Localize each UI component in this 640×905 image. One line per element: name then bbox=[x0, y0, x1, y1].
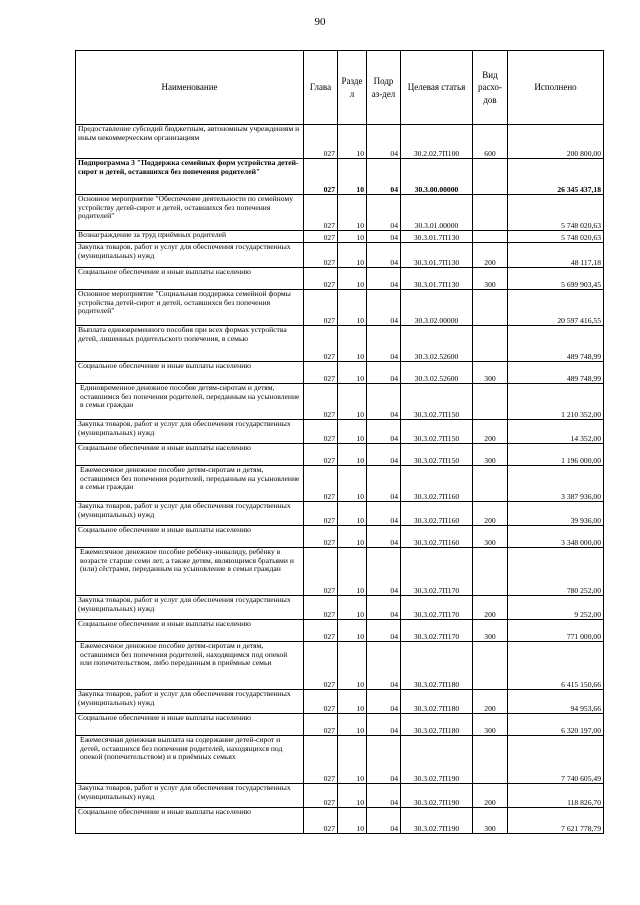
row-podrazdel: 04 bbox=[367, 444, 401, 466]
row-podrazdel: 04 bbox=[367, 642, 401, 690]
row-razdel: 10 bbox=[338, 784, 367, 808]
row-target: 30.3.02.7П180 bbox=[401, 642, 473, 690]
header-glava: Глава bbox=[304, 51, 338, 125]
row-target: 30.3.02.7П180 bbox=[401, 690, 473, 714]
row-vid bbox=[473, 195, 508, 231]
row-vid bbox=[473, 384, 508, 420]
row-amount: 94 953,66 bbox=[508, 690, 604, 714]
row-name: Ежемесячное денежное пособие детям-сиротам и детям, оставшимся без попечения родителей, находящимся под опекой или попечительством, либо переданным в приёмные семьи bbox=[76, 642, 304, 690]
row-glava: 027 bbox=[304, 290, 338, 326]
row-razdel: 10 bbox=[338, 326, 367, 362]
row-amount: 1 196 000,00 bbox=[508, 444, 604, 466]
row-name: Закупка товаров, работ и услуг для обеспечения государственных (муниципальных) нужд bbox=[76, 502, 304, 526]
row-amount: 20 597 416,55 bbox=[508, 290, 604, 326]
table-row bbox=[76, 159, 604, 195]
row-target: 30.3.02.7П180 bbox=[401, 714, 473, 736]
row-podrazdel: 04 bbox=[367, 326, 401, 362]
row-vid bbox=[473, 231, 508, 243]
row-name: Ежемесячная денежная выплата на содержание детей-сирот и детей, оставшихся без попечения родителей, находящихся под опекой (попечительством) и в приёмных семьях bbox=[76, 736, 304, 784]
row-vid: 300 bbox=[473, 808, 508, 834]
row-vid bbox=[473, 642, 508, 690]
table-row bbox=[76, 444, 604, 466]
row-vid: 300 bbox=[473, 362, 508, 384]
row-target: 30.3.02.52600 bbox=[401, 362, 473, 384]
header-razdel: Разде л bbox=[338, 51, 367, 125]
table-row bbox=[76, 642, 604, 690]
row-amount: 771 000,00 bbox=[508, 620, 604, 642]
row-vid: 200 bbox=[473, 502, 508, 526]
row-glava: 027 bbox=[304, 125, 338, 159]
row-amount: 5 699 903,45 bbox=[508, 268, 604, 290]
table-row bbox=[76, 195, 604, 231]
table-row bbox=[76, 268, 604, 290]
row-podrazdel: 04 bbox=[367, 231, 401, 243]
row-name: Социальное обеспечение и иные выплаты населению bbox=[76, 362, 304, 384]
table-row bbox=[76, 326, 604, 362]
row-amount: 6 415 150,66 bbox=[508, 642, 604, 690]
row-name: Ежемесячное денежное пособие ребёнку-инвалиду, ребёнку в возрасте старше семи лет, а также детям, являющимся братьями и (или) сёстрами, переданным на усыновление в семьи граждан bbox=[76, 548, 304, 596]
row-vid: 300 bbox=[473, 620, 508, 642]
row-name: Закупка товаров, работ и услуг для обеспечения государственных (муниципальных) нужд bbox=[76, 784, 304, 808]
row-razdel: 10 bbox=[338, 268, 367, 290]
row-podrazdel: 04 bbox=[367, 125, 401, 159]
header-executed: Исполнено bbox=[508, 51, 604, 125]
row-podrazdel: 04 bbox=[367, 808, 401, 834]
row-vid: 200 bbox=[473, 243, 508, 268]
row-glava: 027 bbox=[304, 195, 338, 231]
row-glava: 027 bbox=[304, 362, 338, 384]
row-razdel: 10 bbox=[338, 420, 367, 444]
row-vid: 600 bbox=[473, 125, 508, 159]
row-name: Основное мероприятие "Социальная поддержка семейной формы устройства детей-сирот и детей, оставшихся без попечения родителей" bbox=[76, 290, 304, 326]
table-row bbox=[76, 526, 604, 548]
row-podrazdel: 04 bbox=[367, 362, 401, 384]
row-glava: 027 bbox=[304, 690, 338, 714]
table-row bbox=[76, 784, 604, 808]
row-amount: 5 748 020,63 bbox=[508, 195, 604, 231]
row-podrazdel: 04 bbox=[367, 714, 401, 736]
table-row bbox=[76, 596, 604, 620]
row-podrazdel: 04 bbox=[367, 784, 401, 808]
row-vid: 300 bbox=[473, 268, 508, 290]
row-podrazdel: 04 bbox=[367, 290, 401, 326]
row-target: 30.3.02.7П190 bbox=[401, 784, 473, 808]
row-razdel: 10 bbox=[338, 195, 367, 231]
row-target: 30.3.02.52600 bbox=[401, 326, 473, 362]
table-row bbox=[76, 620, 604, 642]
table-row bbox=[76, 808, 604, 834]
row-glava: 027 bbox=[304, 243, 338, 268]
row-name: Ежемесячное денежное пособие детям-сиротам и детям, оставшимся без попечения родителей, переданным на усыновление в семьи граждан bbox=[76, 466, 304, 502]
row-name: Закупка товаров, работ и услуг для обеспечения государственных (муниципальных) нужд bbox=[76, 420, 304, 444]
row-razdel: 10 bbox=[338, 384, 367, 420]
row-amount: 48 117,18 bbox=[508, 243, 604, 268]
row-glava: 027 bbox=[304, 784, 338, 808]
row-vid bbox=[473, 326, 508, 362]
row-razdel: 10 bbox=[338, 125, 367, 159]
table-row bbox=[76, 243, 604, 268]
row-amount: 489 748,99 bbox=[508, 326, 604, 362]
row-vid: 200 bbox=[473, 784, 508, 808]
row-target: 30.3.02.00000 bbox=[401, 290, 473, 326]
row-glava: 027 bbox=[304, 231, 338, 243]
table-row bbox=[76, 231, 604, 243]
table-row bbox=[76, 736, 604, 784]
row-glava: 027 bbox=[304, 159, 338, 195]
row-name: Вознаграждение за труд приёмных родителей bbox=[76, 231, 304, 243]
row-vid bbox=[473, 290, 508, 326]
row-vid: 200 bbox=[473, 690, 508, 714]
row-target: 30.3.02.7П150 bbox=[401, 420, 473, 444]
row-razdel: 10 bbox=[338, 736, 367, 784]
row-amount: 14 352,00 bbox=[508, 420, 604, 444]
row-name: Социальное обеспечение и иные выплаты населению bbox=[76, 444, 304, 466]
row-target: 30.3.02.7П150 bbox=[401, 384, 473, 420]
row-glava: 027 bbox=[304, 420, 338, 444]
row-glava: 027 bbox=[304, 596, 338, 620]
row-name: Выплата единовременного пособия при всех формах устройства детей, лишенных родительского попечения, в семью bbox=[76, 326, 304, 362]
row-amount: 5 748 020,63 bbox=[508, 231, 604, 243]
row-vid bbox=[473, 159, 508, 195]
row-podrazdel: 04 bbox=[367, 159, 401, 195]
row-razdel: 10 bbox=[338, 444, 367, 466]
row-razdel: 10 bbox=[338, 243, 367, 268]
row-podrazdel: 04 bbox=[367, 526, 401, 548]
table-row bbox=[76, 714, 604, 736]
row-name: Социальное обеспечение и иные выплаты населению bbox=[76, 620, 304, 642]
row-name: Закупка товаров, работ и услуг для обеспечения государственных (муниципальных) нужд bbox=[76, 596, 304, 620]
row-podrazdel: 04 bbox=[367, 620, 401, 642]
row-vid: 300 bbox=[473, 714, 508, 736]
row-target: 30.3.02.7П190 bbox=[401, 808, 473, 834]
row-amount: 1 210 352,00 bbox=[508, 384, 604, 420]
row-name: Социальное обеспечение и иные выплаты населению bbox=[76, 268, 304, 290]
row-name: Социальное обеспечение и иные выплаты населению bbox=[76, 808, 304, 834]
table-row bbox=[76, 548, 604, 596]
row-razdel: 10 bbox=[338, 642, 367, 690]
row-amount: 39 936,00 bbox=[508, 502, 604, 526]
row-amount: 7 621 778,79 bbox=[508, 808, 604, 834]
header-row bbox=[76, 51, 604, 125]
row-glava: 027 bbox=[304, 384, 338, 420]
table-row bbox=[76, 290, 604, 326]
row-name: Закупка товаров, работ и услуг для обеспечения государственных (муниципальных) нужд bbox=[76, 243, 304, 268]
row-razdel: 10 bbox=[338, 290, 367, 326]
row-amount: 6 320 197,00 bbox=[508, 714, 604, 736]
row-amount: 200 800,00 bbox=[508, 125, 604, 159]
row-target: 30.3.01.00000 bbox=[401, 195, 473, 231]
row-amount: 26 345 437,18 bbox=[508, 159, 604, 195]
row-glava: 027 bbox=[304, 268, 338, 290]
row-glava: 027 bbox=[304, 714, 338, 736]
row-razdel: 10 bbox=[338, 714, 367, 736]
row-amount: 9 252,00 bbox=[508, 596, 604, 620]
row-name: Основное мероприятие "Обеспечение деятельности по семейному устройству детей-сирот и детей, оставшихся без попечения родителей" bbox=[76, 195, 304, 231]
row-target: 30.3.01.7П130 bbox=[401, 231, 473, 243]
row-target: 30.3.01.7П130 bbox=[401, 268, 473, 290]
row-name: Закупка товаров, работ и услуг для обеспечения государственных (муниципальных) нужд bbox=[76, 690, 304, 714]
row-glava: 027 bbox=[304, 466, 338, 502]
row-glava: 027 bbox=[304, 736, 338, 784]
row-target: 30.3.02.7П170 bbox=[401, 596, 473, 620]
row-vid: 200 bbox=[473, 596, 508, 620]
table-row bbox=[76, 420, 604, 444]
row-razdel: 10 bbox=[338, 466, 367, 502]
row-podrazdel: 04 bbox=[367, 420, 401, 444]
row-amount: 780 252,00 bbox=[508, 548, 604, 596]
row-razdel: 10 bbox=[338, 502, 367, 526]
row-target: 30.3.02.7П190 bbox=[401, 736, 473, 784]
row-podrazdel: 04 bbox=[367, 548, 401, 596]
row-podrazdel: 04 bbox=[367, 736, 401, 784]
row-podrazdel: 04 bbox=[367, 502, 401, 526]
row-amount: 118 826,70 bbox=[508, 784, 604, 808]
row-vid bbox=[473, 466, 508, 502]
row-razdel: 10 bbox=[338, 808, 367, 834]
table-row bbox=[76, 384, 604, 420]
row-razdel: 10 bbox=[338, 548, 367, 596]
header-target: Целевая статья bbox=[401, 51, 473, 125]
row-target: 30.3.02.7П150 bbox=[401, 444, 473, 466]
row-amount: 3 387 936,00 bbox=[508, 466, 604, 502]
row-podrazdel: 04 bbox=[367, 243, 401, 268]
row-vid: 300 bbox=[473, 526, 508, 548]
row-glava: 027 bbox=[304, 326, 338, 362]
row-vid: 200 bbox=[473, 420, 508, 444]
row-razdel: 10 bbox=[338, 159, 367, 195]
row-target: 30.3.02.7П160 bbox=[401, 502, 473, 526]
row-amount: 7 740 605,49 bbox=[508, 736, 604, 784]
row-razdel: 10 bbox=[338, 526, 367, 548]
row-razdel: 10 bbox=[338, 620, 367, 642]
header-name: Наименование bbox=[76, 51, 304, 125]
row-glava: 027 bbox=[304, 502, 338, 526]
row-podrazdel: 04 bbox=[367, 596, 401, 620]
row-razdel: 10 bbox=[338, 596, 367, 620]
row-podrazdel: 04 bbox=[367, 384, 401, 420]
row-name: Единовременное денежное пособие детям-сиротам и детям, оставшимся без попечения родителей, переданным на усыновление в семьи граждан bbox=[76, 384, 304, 420]
row-vid bbox=[473, 548, 508, 596]
row-glava: 027 bbox=[304, 548, 338, 596]
row-amount: 489 748,99 bbox=[508, 362, 604, 384]
row-target: 30.3.02.7П160 bbox=[401, 526, 473, 548]
row-glava: 027 bbox=[304, 444, 338, 466]
row-podrazdel: 04 bbox=[367, 466, 401, 502]
table-row bbox=[76, 690, 604, 714]
row-target: 30.3.00.00000 bbox=[401, 159, 473, 195]
header-podrazdel: Подр аз-дел bbox=[367, 51, 401, 125]
row-razdel: 10 bbox=[338, 231, 367, 243]
row-name: Социальное обеспечение и иные выплаты населению bbox=[76, 714, 304, 736]
row-vid: 300 bbox=[473, 444, 508, 466]
row-target: 30.3.01.7П130 bbox=[401, 243, 473, 268]
row-podrazdel: 04 bbox=[367, 690, 401, 714]
table-row bbox=[76, 466, 604, 502]
row-razdel: 10 bbox=[338, 690, 367, 714]
row-podrazdel: 04 bbox=[367, 268, 401, 290]
row-target: 30.3.02.7П170 bbox=[401, 548, 473, 596]
row-name: Подпрограмма 3 "Поддержка семейных форм устройства детей-сирот и детей, оставшихся без попечения родителей" bbox=[76, 159, 304, 195]
table-row bbox=[76, 362, 604, 384]
table-row bbox=[76, 125, 604, 159]
row-name: Социальное обеспечение и иные выплаты населению bbox=[76, 526, 304, 548]
row-name: Предоставление субсидий бюджетным, автономным учреждениям и иным некоммерческим организациям bbox=[76, 125, 304, 159]
table-row bbox=[76, 502, 604, 526]
row-glava: 027 bbox=[304, 808, 338, 834]
row-glava: 027 bbox=[304, 526, 338, 548]
row-target: 30.3.02.7П170 bbox=[401, 620, 473, 642]
row-target: 30.2.02.7П100 bbox=[401, 125, 473, 159]
row-podrazdel: 04 bbox=[367, 195, 401, 231]
header-vid: Вид расхо-дов bbox=[473, 51, 508, 125]
page-number: 90 bbox=[314, 16, 326, 28]
row-amount: 3 348 000,00 bbox=[508, 526, 604, 548]
budget-table bbox=[75, 50, 604, 834]
row-razdel: 10 bbox=[338, 362, 367, 384]
row-target: 30.3.02.7П160 bbox=[401, 466, 473, 502]
row-glava: 027 bbox=[304, 642, 338, 690]
row-vid bbox=[473, 736, 508, 784]
row-glava: 027 bbox=[304, 620, 338, 642]
